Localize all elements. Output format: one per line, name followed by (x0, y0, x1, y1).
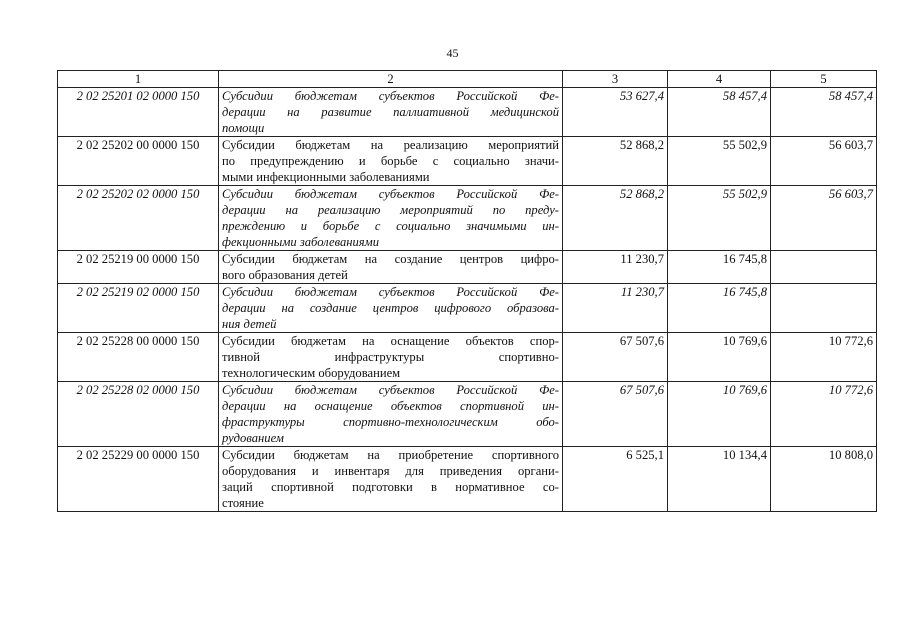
classification-code: 2 02 25201 02 0000 150 (58, 88, 219, 137)
description-line: Субсидии бюджетам субъектов Российской Фе- (222, 285, 559, 299)
description-line: заций спортивной подготовки в нормативное со- (222, 480, 559, 494)
classification-code: 2 02 25228 00 0000 150 (58, 333, 219, 382)
description-line: дерации на развитие паллиативной медицинской (222, 105, 559, 119)
description-line: Субсидии бюджетам субъектов Российской Фе- (222, 187, 559, 201)
amount-col-4: 16 745,8 (668, 284, 771, 333)
description-line: дерации на оснащение объектов спортивной ин- (222, 399, 559, 413)
description-line: ния детей (222, 317, 277, 331)
column-header-3: 3 (563, 71, 668, 88)
table-row (58, 137, 877, 186)
revenue-description (219, 447, 563, 512)
table-row (58, 382, 877, 447)
description-line: оборудования и инвентаря для приведения органи- (222, 464, 559, 478)
description-line: Субсидии бюджетам на реализацию мероприятий (222, 138, 559, 152)
amount-col-3: 52 868,2 (563, 137, 668, 186)
description-line: тивной инфраструктуры спортивно- (222, 350, 559, 364)
classification-code: 2 02 25219 02 0000 150 (58, 284, 219, 333)
description-line: дерации на реализацию мероприятий по преду- (222, 203, 559, 217)
amount-col-4: 16 745,8 (668, 251, 771, 284)
amount-col-5: 58 457,4 (771, 88, 877, 137)
amount-col-5: 10 808,0 (771, 447, 877, 512)
amount-col-5 (771, 251, 877, 284)
table-row (58, 88, 877, 137)
revenue-description (219, 137, 563, 186)
description-line: стояние (222, 496, 264, 510)
amount-col-3: 67 507,6 (563, 382, 668, 447)
amount-col-3: 6 525,1 (563, 447, 668, 512)
description-line: фраструктуры спортивно-технологическим обо- (222, 415, 559, 429)
classification-code: 2 02 25219 00 0000 150 (58, 251, 219, 284)
table-header-row (58, 71, 877, 88)
column-header-1: 1 (58, 71, 219, 88)
amount-col-4: 10 134,4 (668, 447, 771, 512)
column-header-5: 5 (771, 71, 877, 88)
revenue-description (219, 186, 563, 251)
revenue-description (219, 382, 563, 447)
description-line: помощи (222, 121, 265, 135)
amount-col-4: 58 457,4 (668, 88, 771, 137)
table-row (58, 284, 877, 333)
table-row (58, 186, 877, 251)
amount-col-4: 10 769,6 (668, 382, 771, 447)
amount-col-3: 52 868,2 (563, 186, 668, 251)
revenue-description (219, 333, 563, 382)
amount-col-5: 56 603,7 (771, 137, 877, 186)
amount-col-3: 11 230,7 (563, 251, 668, 284)
description-line: Субсидии бюджетам субъектов Российской Фе- (222, 383, 559, 397)
description-line: Субсидии бюджетам на оснащение объектов спор- (222, 334, 559, 348)
amount-col-3: 11 230,7 (563, 284, 668, 333)
description-line: технологическим оборудованием (222, 366, 401, 380)
table-row (58, 447, 877, 512)
description-line: преждению и борьбе с социально значимыми ин- (222, 219, 559, 233)
description-line: Субсидии бюджетам субъектов Российской Фе- (222, 89, 559, 103)
table-row (58, 333, 877, 382)
description-line: мыми инфекционными заболеваниями (222, 170, 430, 184)
description-line: по предупреждению и борьбе с социально значи- (222, 154, 559, 168)
revenue-description (219, 284, 563, 333)
description-line: дерации на создание центров цифрового образова- (222, 301, 559, 315)
description-line: Субсидии бюджетам на создание центров цифро- (222, 252, 559, 266)
classification-code: 2 02 25228 02 0000 150 (58, 382, 219, 447)
amount-col-5: 56 603,7 (771, 186, 877, 251)
column-header-4: 4 (668, 71, 771, 88)
description-line: Субсидии бюджетам на приобретение спортивного (222, 448, 559, 462)
classification-code: 2 02 25202 00 0000 150 (58, 137, 219, 186)
amount-col-5: 10 772,6 (771, 382, 877, 447)
budget-table (57, 70, 877, 512)
amount-col-5 (771, 284, 877, 333)
amount-col-3: 53 627,4 (563, 88, 668, 137)
description-line: фекционными заболеваниями (222, 235, 379, 249)
page-number: 45 (446, 46, 459, 60)
table-row (58, 251, 877, 284)
revenue-description (219, 251, 563, 284)
description-line: рудованием (222, 431, 284, 445)
column-header-2: 2 (219, 71, 563, 88)
classification-code: 2 02 25229 00 0000 150 (58, 447, 219, 512)
amount-col-5: 10 772,6 (771, 333, 877, 382)
amount-col-3: 67 507,6 (563, 333, 668, 382)
amount-col-4: 55 502,9 (668, 186, 771, 251)
classification-code: 2 02 25202 02 0000 150 (58, 186, 219, 251)
description-line: вого образования детей (222, 268, 348, 282)
amount-col-4: 10 769,6 (668, 333, 771, 382)
revenue-description (219, 88, 563, 137)
amount-col-4: 55 502,9 (668, 137, 771, 186)
